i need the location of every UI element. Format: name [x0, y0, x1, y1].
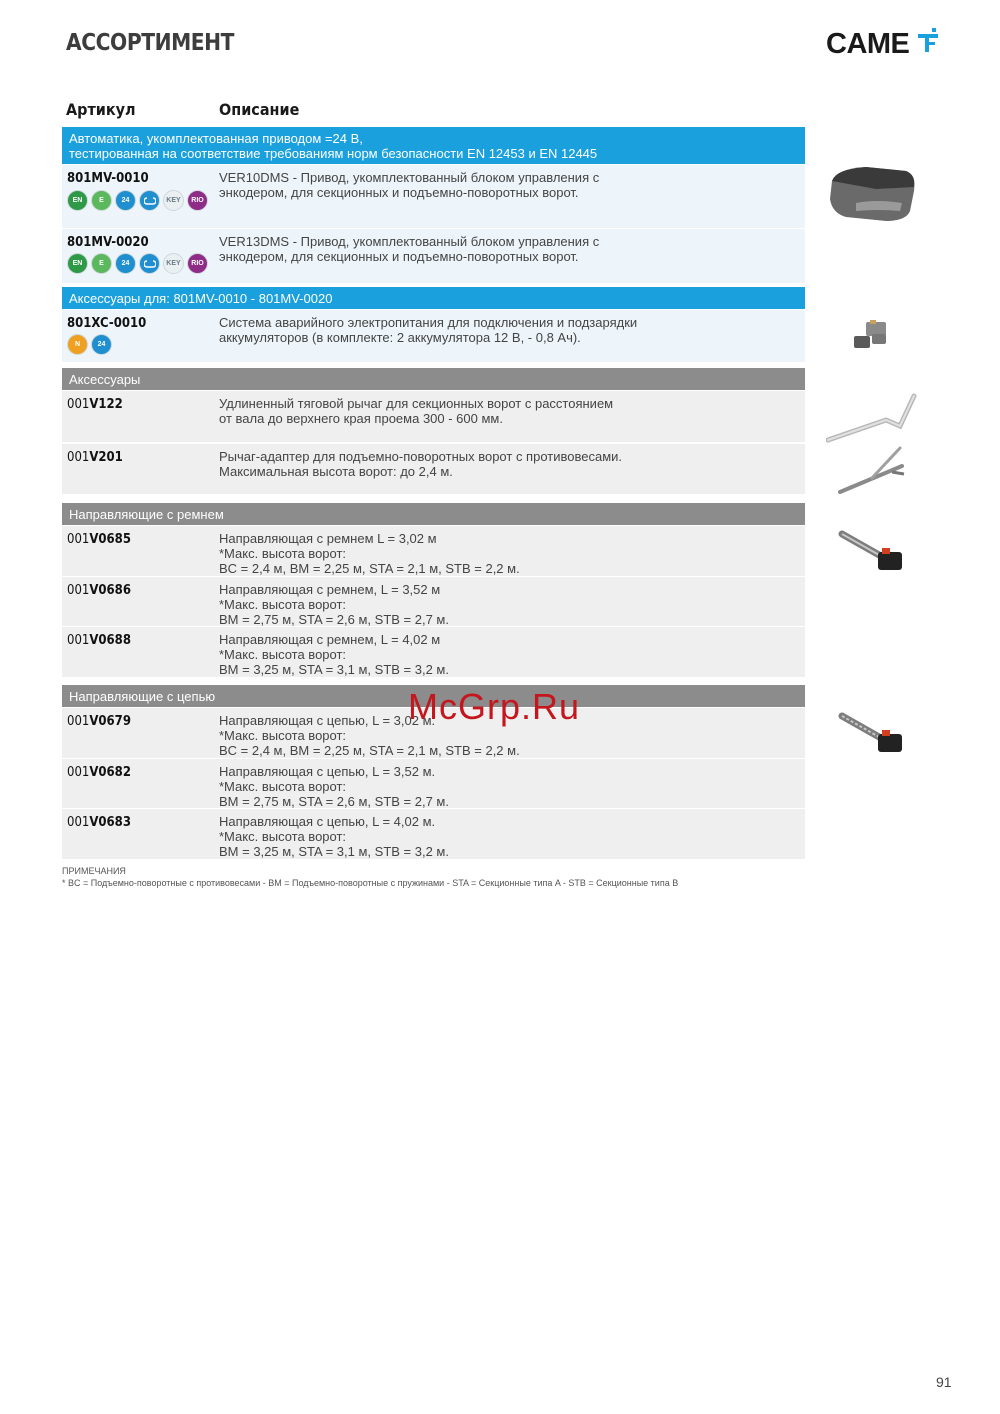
connectivity-icon	[139, 253, 160, 274]
emergency-power-icon: N	[67, 334, 88, 355]
chain-rail-image	[838, 710, 906, 758]
rio-icon: RIO	[187, 253, 208, 274]
column-header-article: Артикул	[66, 100, 136, 119]
product-description: Направляющая с ремнем L = 3,02 м *Макс. высота ворот: BC = 2,4 м, BM = 2,25 м, STA = 2,1 м, STB = 2,2 м.	[219, 531, 520, 576]
key-icon: KEY	[163, 190, 184, 211]
product-row	[62, 627, 805, 677]
watermark: McGrp.Ru	[408, 686, 581, 727]
product-description: Направляющая с ремнем, L = 3,52 м *Макс. высота ворот: BM = 2,75 м, STA = 2,6 м, STB = 2,7 м.	[219, 582, 449, 627]
motor-unit-image	[826, 163, 918, 225]
extended-arm-image	[826, 390, 918, 446]
page-title: АССОРТИМЕНТ	[66, 30, 235, 56]
24v-icon: 24	[115, 253, 136, 274]
product-row	[62, 310, 805, 362]
article-code: 801MV-0020	[67, 235, 149, 250]
product-description: Направляющая с цепью, L = 3,02 м. *Макс. высота ворот: BC = 2,4 м, BM = 2,25 м, STA = 2,1 м, STB = 2,2 м.	[219, 713, 520, 758]
product-row	[62, 809, 805, 859]
section-title-line: тестированная на соответствие требованиям норм безопасности EN 12453 и EN 12445	[69, 146, 598, 161]
feature-icons	[67, 190, 208, 211]
24v-icon: 24	[91, 334, 112, 355]
feature-icons	[67, 253, 208, 274]
brand-name: CAME	[826, 28, 910, 60]
article-code: 001V0683	[67, 815, 131, 830]
article-code: 001V0682	[67, 765, 131, 780]
feature-icons	[67, 334, 112, 355]
section-title-line: Аксессуары для: 801MV-0010 - 801MV-0020	[69, 291, 333, 306]
article-code: 001V0688	[67, 633, 131, 648]
en-tested-icon: EN	[67, 253, 88, 274]
section-title-line: Автоматика, укомплектованная приводом =24 В,	[69, 131, 363, 146]
product-description: VER10DMS - Привод, укомплектованный блоком управления с энкодером, для секционных и подъемно-поворотных ворот.	[219, 170, 600, 200]
section-header-accessories	[62, 368, 805, 390]
product-row	[62, 229, 805, 283]
article-code: 801XC-0010	[67, 316, 147, 331]
belt-rail-image	[838, 528, 906, 576]
article-code: 801MV-0010	[67, 171, 149, 186]
product-row	[62, 165, 805, 228]
product-row	[62, 526, 805, 576]
energy-saving-icon: E	[91, 190, 112, 211]
article-code: 001V122	[67, 397, 123, 412]
battery-kit-image	[850, 318, 894, 352]
product-description: Направляющая с цепью, L = 4,02 м. *Макс. высота ворот: BM = 3,25 м, STA = 3,1 м, STB = 3,2 м.	[219, 814, 449, 859]
notes-text: * BC = Подъемно-поворотные с противовесами - BM = Подъемно-поворотные с пружинами - STA = Секционные типа A - STB = Секционные типа B	[62, 878, 679, 888]
en-tested-icon: EN	[67, 190, 88, 211]
product-row	[62, 444, 805, 494]
product-description: Удлиненный тяговой рычаг для секционных ворот с расстоянием от вала до верхнего края проема 300 - 600 мм.	[219, 396, 614, 426]
24v-icon: 24	[115, 190, 136, 211]
notes-title: ПРИМЕЧАНИЯ	[62, 866, 126, 876]
product-description: Направляющая с ремнем, L = 4,02 м *Макс. высота ворот: BM = 3,25 м, STA = 3,1 м, STB = 3,2 м.	[219, 632, 449, 677]
product-row	[62, 391, 805, 442]
section-title-line: Направляющие с ремнем	[69, 507, 224, 522]
product-description: Направляющая с цепью, L = 3,52 м. *Макс. высота ворот: BM = 2,75 м, STA = 2,6 м, STB = 2,7 м.	[219, 764, 449, 809]
product-description: Система аварийного электропитания для подключения и подзарядки аккумуляторов (в комплекте: 2 аккумулятора 12 В, - 0,8 Ач).	[219, 315, 638, 345]
came-logo	[826, 28, 946, 64]
product-description: VER13DMS - Привод, укомплектованный блоком управления с энкодером, для секционных и подъемно-поворотных ворот.	[219, 234, 600, 264]
section-title-line: Аксессуары	[69, 372, 141, 387]
connectivity-icon	[139, 190, 160, 211]
column-header-description: Описание	[219, 100, 300, 119]
adapter-arm-image	[836, 444, 908, 500]
rio-icon: RIO	[187, 190, 208, 211]
product-row	[62, 759, 805, 808]
section-header-automation	[62, 127, 805, 164]
section-title-line: Направляющие с цепью	[69, 689, 216, 704]
article-code: 001V201	[67, 450, 123, 465]
article-code: 001V0685	[67, 532, 131, 547]
page-number: 91	[936, 1374, 952, 1390]
product-description: Рычаг-адаптер для подъемно-поворотных ворот с противовесами. Максимальная высота ворот: до 2,4 м.	[219, 449, 623, 479]
brand-mark-icon	[916, 28, 940, 56]
section-header-belt-rails	[62, 503, 805, 525]
energy-saving-icon: E	[91, 253, 112, 274]
section-header-accessories-for	[62, 287, 805, 309]
article-code: 001V0679	[67, 714, 131, 729]
article-code: 001V0686	[67, 583, 131, 598]
key-icon: KEY	[163, 253, 184, 274]
product-row	[62, 577, 805, 626]
